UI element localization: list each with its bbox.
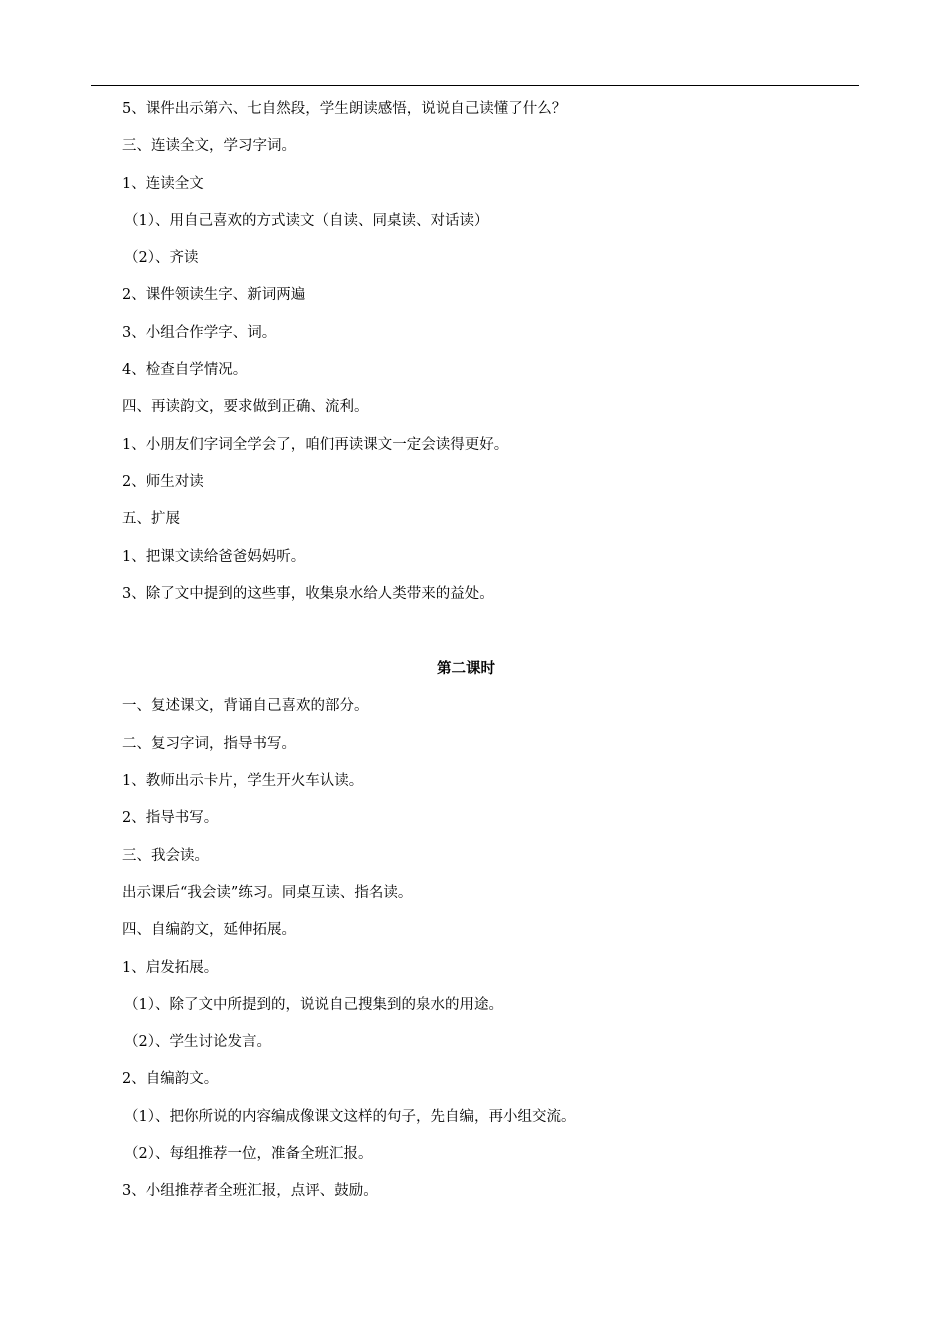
text-line: 2、指导书写。 [122,810,219,827]
text-line: 3、小组推荐者全班汇报，点评、鼓励。 [122,1183,378,1200]
text-line: 三、我会读。 [122,847,209,864]
text-line: 2、课件领读生字、新词两遍 [122,287,306,304]
text-line: 四、自编韵文，延伸拓展。 [122,922,296,939]
text-line: 一、复述课文，背诵自己喜欢的部分。 [122,698,369,715]
header-rule [91,85,859,86]
text-line: （2）、齐读 [124,250,199,267]
text-line: 1、小朋友们字词全学会了，咱们再读课文一定会读得更好。 [122,436,509,453]
text-line: 五、扩展 [122,511,180,528]
text-line: 三、连读全文，学习字词。 [122,138,296,155]
text-line: （1）、用自己喜欢的方式读文（自读、同桌读、对话读） [124,212,489,229]
text-line: 5、课件出示第六、七自然段，学生朗读感悟，说说自己读懂了什么？ [122,101,567,117]
document-body [122,97,842,1217]
text-line: 3、除了文中提到的这些事，收集泉水给人类带来的益处。 [122,585,494,602]
lesson-part-2 [122,694,842,1216]
section-title: 第二课时 [437,660,495,678]
text-line: （2）、学生讨论发言。 [124,1034,271,1051]
text-line: 1、教师出示卡片，学生开火车认读。 [122,773,364,790]
text-line: （1）、除了文中所提到的，说说自己搜集到的泉水的用途。 [124,996,503,1013]
lesson-part-1 [122,97,842,619]
text-line: 二、复习字词，指导书写。 [122,735,296,752]
text-line: 4、检查自学情况。 [122,362,248,379]
text-line: 2、师生对读 [122,473,204,490]
section-gap [122,619,842,657]
text-line: 1、启发拓展。 [122,959,219,976]
text-line: 2、自编韵文。 [122,1071,219,1088]
text-line: （1）、把你所说的内容编成像课文这样的句子，先自编，再小组交流。 [124,1108,576,1125]
text-line: 1、把课文读给爸爸妈妈听。 [122,548,306,565]
text-line: 3、小组合作学字、词。 [122,324,277,341]
text-line: 四、再读韵文，要求做到正确、流利。 [122,399,369,416]
text-line: （2）、每组推荐一位，准备全班汇报。 [124,1146,373,1163]
text-line: 1、连读全文 [122,175,204,192]
text-line: 出示课后“我会读”练习。同桌互读、指名读。 [122,884,413,901]
